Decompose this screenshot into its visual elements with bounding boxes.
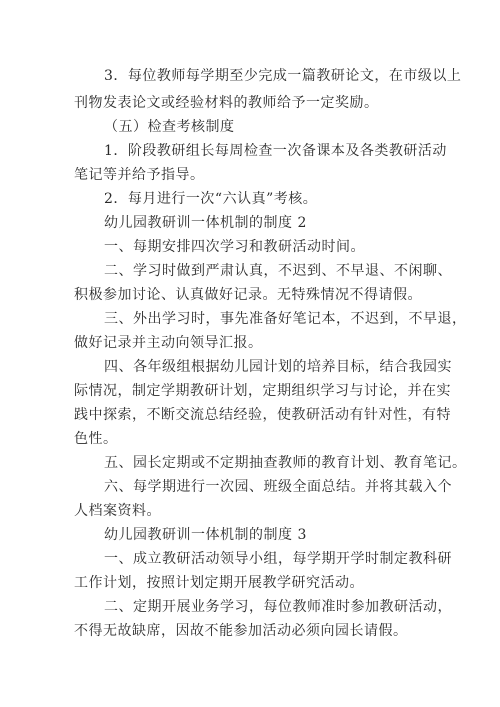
paragraph-line: 一、成立教研活动领导小组，每学期开学时制定教科研 bbox=[104, 551, 452, 567]
paragraph-line: 人档案资料。 bbox=[74, 503, 161, 519]
paragraph-line: 1．阶段教研组长每周检查一次备课本及各类教研活动 bbox=[104, 143, 447, 159]
paragraph-line: 二、定期开展业务学习，每位教师准时参加教研活动， bbox=[104, 599, 452, 615]
paragraph-line: 工作计划，按照计划定期开展教学研究活动。 bbox=[74, 575, 364, 591]
paragraph-line: 一、每期安排四次学习和教研活动时间。 bbox=[104, 239, 365, 255]
section-title: 幼儿园教研训一体机制的制度 2 bbox=[104, 215, 307, 231]
paragraph-line: 2．每月进行一次“六认真”考核。 bbox=[104, 191, 318, 207]
section-heading: （五）检查考核制度 bbox=[104, 119, 235, 135]
section-title: 幼儿园教研训一体机制的制度 3 bbox=[104, 527, 307, 543]
paragraph-line: 三、外出学习时，事先准备好笔记本，不迟到，不早退， bbox=[104, 311, 467, 327]
paragraph-line: 笔记等并给予指导。 bbox=[74, 167, 205, 183]
paragraph-line: 做好记录并主动向领导汇报。 bbox=[74, 335, 263, 351]
paragraph-line: 3．每位教师每学期至少完成一篇教研论文，在市级以上 bbox=[104, 68, 462, 84]
paragraph-line: 不得无故缺席，因故不能参加活动必须向园长请假。 bbox=[74, 623, 408, 639]
paragraph-line: 色性。 bbox=[74, 431, 118, 447]
paragraph-line: 积极参加讨论、认真做好记录。无特殊情况不得请假。 bbox=[74, 287, 422, 303]
paragraph-line: 刊物发表论文或经验材料的教师给予一定奖励。 bbox=[74, 95, 379, 111]
paragraph-line: 二、学习时做到严肃认真，不迟到、不早退、不闲聊、 bbox=[104, 263, 452, 279]
paragraph-line: 六、每学期进行一次园、班级全面总结。并将其载入个 bbox=[104, 479, 452, 495]
paragraph-line: 际情况，制定学期教研计划，定期组织学习与讨论，并在实 bbox=[74, 383, 451, 399]
paragraph-line: 践中探索，不断交流总结经验，使教研活动有针对性，有特 bbox=[74, 407, 451, 423]
paragraph-line: 四、各年级组根据幼儿园计划的培养目标，结合我园实 bbox=[104, 359, 452, 375]
paragraph-line: 五、园长定期或不定期抽查教师的教育计划、教育笔记。 bbox=[104, 455, 467, 471]
